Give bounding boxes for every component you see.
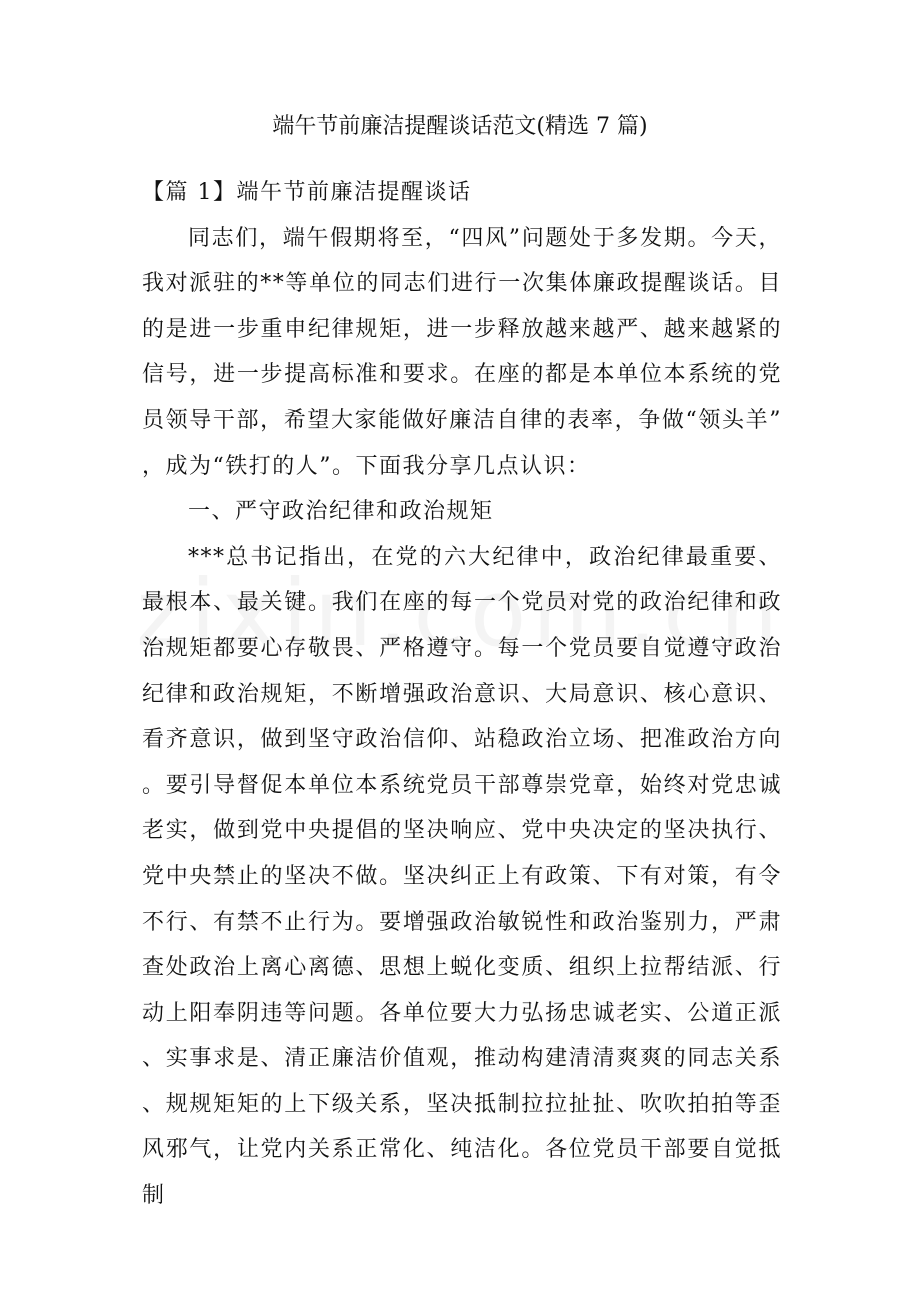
- paragraph: 同志们，端午假期将至，“四风”问题处于多发期。今天，我对派驻的**等单位的同志们进行一次集体廉政提醒谈话。目的是进一步重申纪律规矩，进一步释放越来越严、越来越紧的信号，进一步提高标准和要求。在座的都是本单位本系统的党员领导干部，希望大家能做好廉洁自律的表率，争做“领头羊”，成为“铁打的人”。下面我分享几点认识：: [142, 225, 782, 479]
- section-heading: 【篇 1】端午节前廉洁提醒谈话: [142, 180, 472, 205]
- subheading: 一、严守政治纪律和政治规矩: [188, 499, 494, 525]
- paragraph: ***总书记指出，在党的六大纪律中，政治纪律最重要、最根本、最关键。我们在座的每一个党员对党的政治纪律和政治规矩都要心存敬畏、严格遵守。每一个党员要自觉遵守政治纪律和政治规矩，不断增强政治意识、大局意识、核心意识、看齐意识，做到坚守政治信仰、站稳政治立场、把准政治方向。要引导督促本单位本系统党员干部尊崇党章，始终对党忠诚老实，做到党中央提倡的坚决响应、党中央决定的坚决执行、党中央禁止的坚决不做。坚决纠正上有政策、下有对策，有令不行、有禁不止行为。要增强政治敏锐性和政治鉴别力，严肃查处政治上离心离德、思想上蜕化变质、组织上拉帮结派、行动上阳奉阴违等问题。各单位要大力弘扬忠诚老实、公道正派、实事求是、清正廉洁价值观，推动构建清清爽爽的同志关系、规规矩矩的上下级关系，坚决抵制拉拉扯扯、吹吹拍拍等歪风邪气，让党内关系正常化、纯洁化。各位党员干部要自觉抵制: [142, 544, 782, 1209]
- document-body: [142, 170, 782, 1219]
- document-title: 端午节前廉洁提醒谈话范文(精选 7 篇): [272, 114, 648, 139]
